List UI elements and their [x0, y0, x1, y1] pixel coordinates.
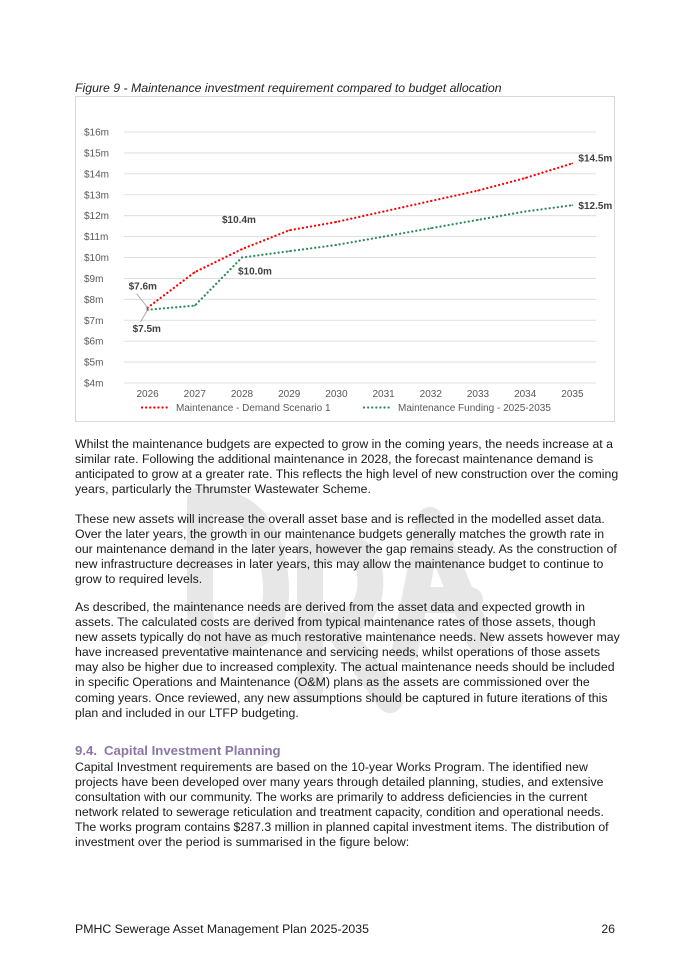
annotation-leader [137, 294, 148, 308]
y-tick-label: $12m [84, 211, 110, 223]
figure-caption: Figure 9 - Maintenance investment requirement compared to budget allocation [75, 81, 502, 95]
data-point [194, 271, 196, 273]
x-tick-label: 2029 [278, 389, 301, 400]
body-paragraph: These new assets will increase the overall asset base and is reflected in the modelled asset data. Over the later years, the growth in our maintenance budgets generally matches the growth rate in our maintenance demand in the later years, however the gap remains steady. As the construction of new infrastructure decreases in later years, this may allow the maintenance budget to continue to grow to required levels. [75, 512, 617, 587]
page-number: 26 [601, 922, 615, 936]
legend-label: Maintenance - Demand Scenario 1 [176, 403, 331, 414]
x-tick-label: 2031 [372, 389, 395, 400]
data-label: $7.6m [128, 281, 157, 293]
data-point [572, 163, 574, 165]
x-tick-label: 2034 [514, 389, 537, 400]
x-tick-label: 2035 [561, 389, 584, 400]
data-point [288, 250, 290, 252]
data-label: $10.0m [238, 266, 272, 278]
data-point [524, 177, 526, 179]
y-tick-label: $7m [84, 315, 104, 327]
section-paragraph: Capital Investment requirements are based on the 10-year Works Program. The identified new projects have been developed over many years through detailed planning, studies, and extensive consultation with our community. The works are primarily to address deficiencies in the current network related to sewerage reticulation and treatment capacity, condition and operational needs. The works program contains $287.3 million in planned capital investment items. The distribution of investment over the period is summarised in the figure below: [75, 760, 609, 850]
y-tick-label: $10m [84, 253, 110, 264]
y-tick-label: $11m [84, 232, 109, 244]
data-label: $10.4m [222, 215, 256, 227]
data-point [383, 236, 385, 238]
data-point [524, 211, 526, 213]
body-paragraph: Whilst the maintenance budgets are expected to grow in the coming years, the needs increase at a similar rate. Following the additional maintenance in 2028, the forecast maintenance demand is anticipated to grow at a greater rate. This reflects the high level of new construction over the coming years, particularly the Thrumster Wastewater Scheme. [75, 437, 619, 497]
page-footer [75, 922, 615, 936]
y-tick-label: $6m [84, 336, 104, 348]
y-tick-label: $15m [84, 148, 110, 160]
data-point [430, 227, 432, 229]
section-title: Capital Investment Planning [104, 743, 281, 758]
data-point [477, 190, 479, 192]
x-tick-label: 2032 [419, 389, 442, 400]
data-point [572, 204, 574, 206]
chart-container [75, 96, 615, 422]
data-point [194, 305, 196, 307]
data-label: $14.5m [578, 153, 613, 165]
data-point [336, 221, 338, 223]
y-tick-label: $16m [84, 127, 110, 139]
line-chart [76, 97, 616, 423]
legend-label: Maintenance Funding - 2025-2035 [398, 403, 551, 414]
data-label: $12.5m [578, 201, 613, 213]
data-point [430, 200, 432, 202]
y-tick-label: $8m [84, 294, 104, 306]
body-paragraph: As described, the maintenance needs are derived from the asset data and expected growth in assets. The calculated costs are derived from typical maintenance rates of those assets, though new assets typically do not have as much restorative maintenance needs. New assets however may have increased preventative maintenance and servicing needs, whilst operations of those assets may also be higher due to increased complexity. The actual maintenance needs should be included in specific Operations and Maintenance (O&M) plans as the assets are commissioned over the coming years. Once reviewed, any new assumptions should be captured in future iterations of this plan and included in our LTFP budgeting. [75, 600, 620, 720]
y-tick-label: $4m [84, 378, 104, 390]
data-label: $7.5m [132, 323, 161, 335]
y-tick-label: $14m [84, 169, 110, 181]
data-point [336, 244, 338, 246]
section-heading [75, 743, 281, 758]
y-tick-label: $5m [84, 357, 104, 369]
x-tick-label: 2033 [466, 389, 490, 400]
data-point [241, 257, 243, 259]
x-tick-label: 2027 [183, 389, 206, 400]
data-point [383, 211, 385, 213]
y-tick-label: $9m [84, 273, 104, 285]
footer-document-title: PMHC Sewerage Asset Management Plan 2025-2035 [75, 922, 369, 936]
x-tick-label: 2028 [230, 389, 254, 400]
x-tick-label: 2026 [136, 389, 159, 400]
data-point [241, 248, 243, 250]
section-number: 9.4. [75, 743, 97, 758]
data-point [288, 230, 290, 232]
y-tick-label: $13m [84, 190, 110, 202]
series-line [148, 163, 573, 307]
x-tick-label: 2030 [325, 389, 348, 400]
data-point [477, 219, 479, 221]
